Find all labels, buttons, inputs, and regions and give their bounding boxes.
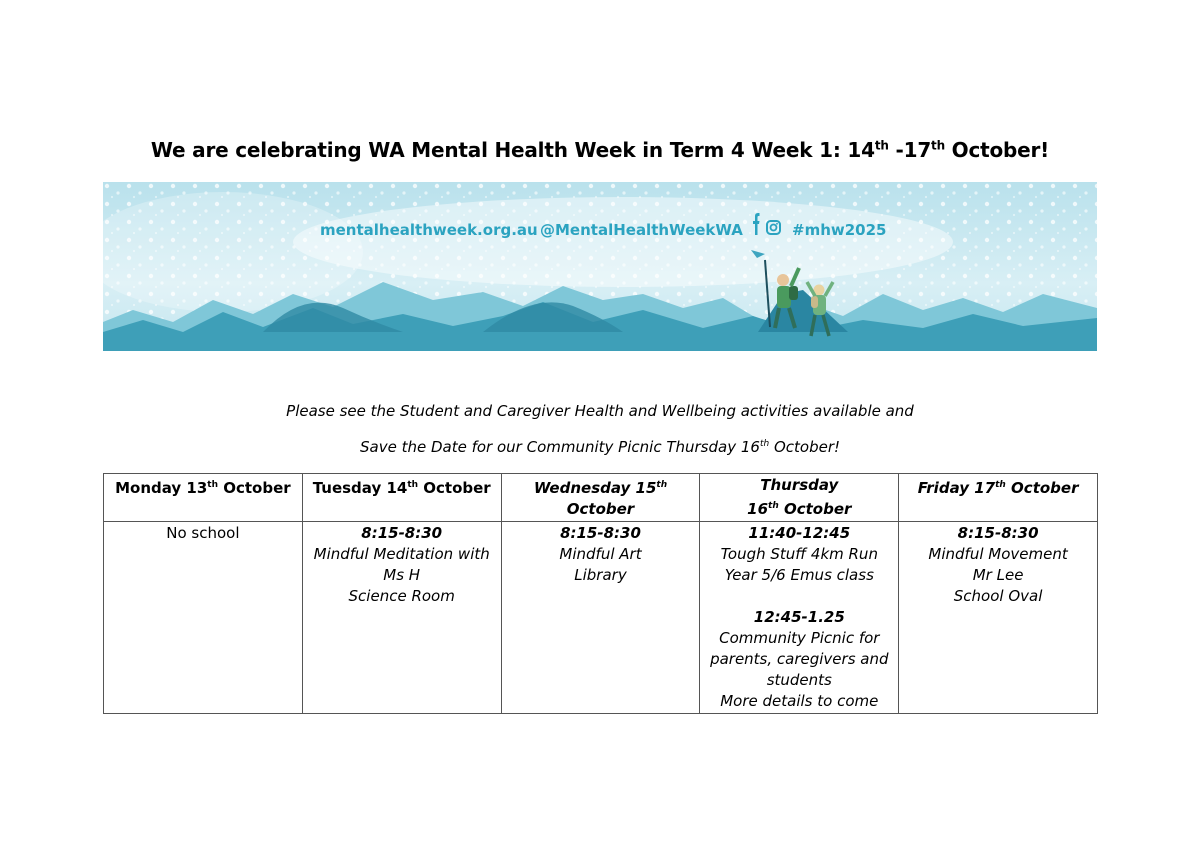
- cell-tuesday: 8:15-8:30 Mindful Meditation with Ms H Science Room: [302, 522, 501, 714]
- table-header-row: [104, 474, 1098, 522]
- cell-monday: No school: [104, 522, 303, 714]
- header-friday: Friday 17th October: [899, 474, 1098, 522]
- header-thursday: Thursday 16th October: [700, 474, 899, 522]
- intro-line-2: Save the Date for our Community Picnic Thursday 16th October!: [360, 438, 840, 456]
- table-row: [104, 522, 1098, 714]
- cell-thursday: 11:40-12:45 Tough Stuff 4km Run Year 5/6 Emus class 12:45-1.25 Community Picnic for parents, caregivers and students More details to come: [700, 522, 899, 714]
- activity-schedule-table: [103, 473, 1098, 714]
- banner-hashtag: #mhw2025: [792, 221, 887, 239]
- header-monday: Monday 13th October: [104, 474, 303, 522]
- cell-friday: 8:15-8:30 Mindful Movement Mr Lee School Oval: [899, 522, 1098, 714]
- header-tuesday: Tuesday 14th October: [302, 474, 501, 522]
- page-title: We are celebrating WA Mental Health Week in Term 4 Week 1: 14th -17th October!: [150, 138, 1050, 162]
- intro-line-1: Please see the Student and Caregiver Health and Wellbeing activities available and: [286, 402, 914, 420]
- mental-health-week-banner: [103, 182, 1097, 351]
- cell-wednesday: 8:15-8:30 Mindful Art Library: [501, 522, 700, 714]
- banner-handle: @MentalHealthWeekWA: [540, 221, 743, 239]
- banner-illustration: [103, 182, 1097, 351]
- header-wednesday: Wednesday 15th October: [501, 474, 700, 522]
- banner-website: mentalhealthweek.org.au: [320, 221, 538, 239]
